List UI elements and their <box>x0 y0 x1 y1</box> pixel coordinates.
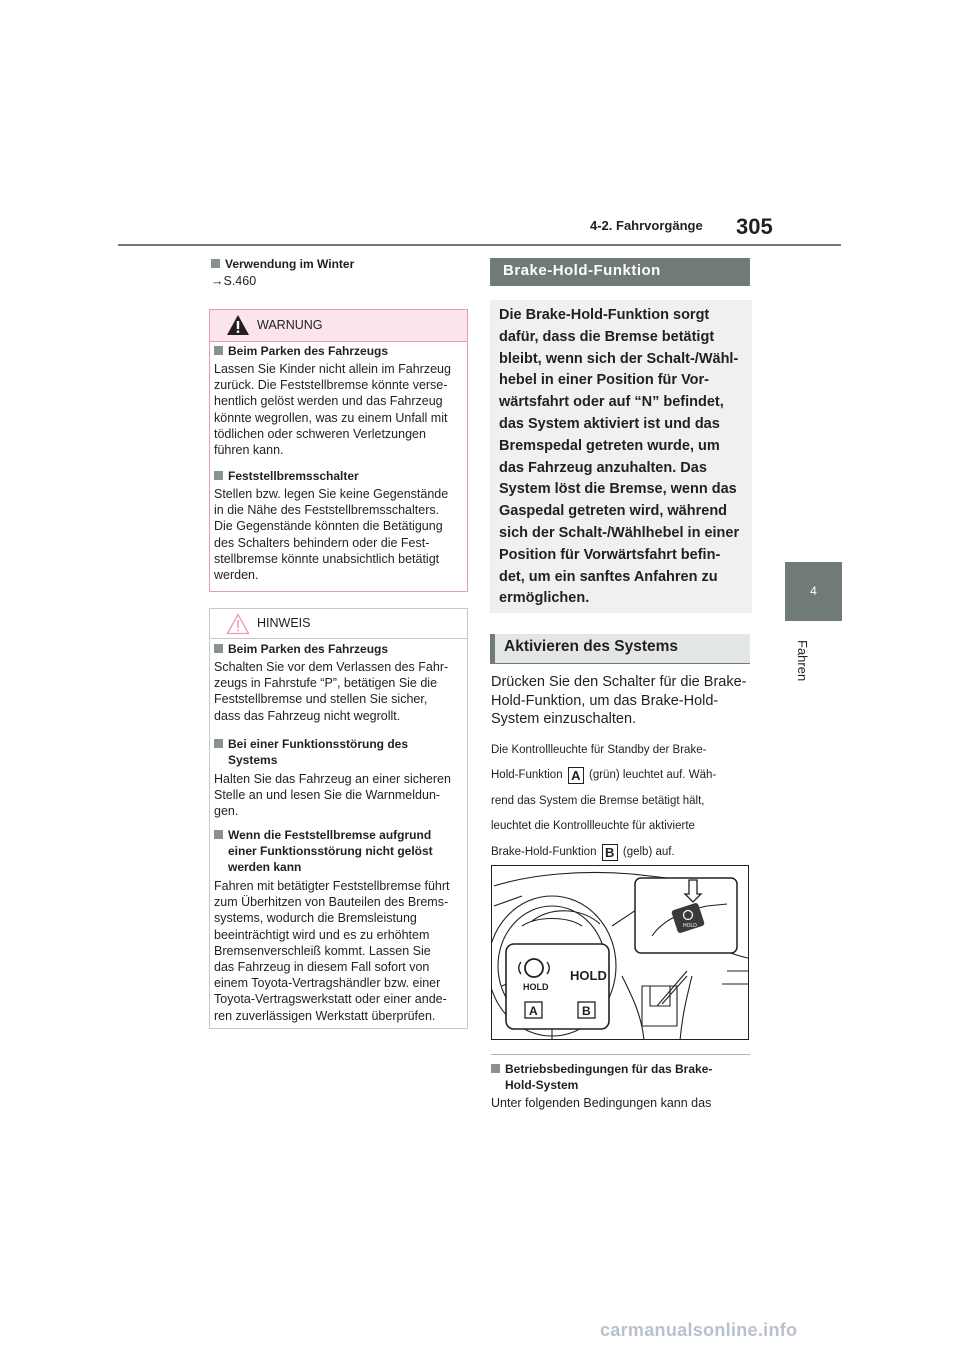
dashboard-drawing <box>492 866 749 1040</box>
chapter-tab: 4 <box>785 562 842 621</box>
brake-hold-description: Die Brake-Hold-Funktion sorgt dafür, dass die Bremse betätigt bleibt, wenn sich der Schalt-/Wähl- hebel in einer Position für Vor- wärtsfahrt oder auf “N” befindet, das System aktiviert ist und das Bremspedal getreten wurde, um das Fahrzeug anzuhalten. Das System löst die Bremse, wenn das Gaspedal getreten wird, während sich der Schalt-/Wählhebel in einer Position für Vorwärtsfahrt befin- det, um ein sanftes Anfahren zu ermöglichen. <box>490 300 752 613</box>
hint-item <box>214 642 462 724</box>
winter-page-ref[interactable]: →S.460 <box>211 274 257 288</box>
bullet-square-icon <box>214 644 223 653</box>
header-rule <box>118 244 841 246</box>
hint-item-text: Fahren mit betätigter Feststellbremse führt zum Überhitzen von Bauteilen des Brems- systems, wodurch die Bremsleistung beeinträchtigt wird und es zu erhöhtem Bremsenverschleiß kommt. Lassen Sie das Fahrzeug in diesem Fall sofort von einem Toyota-Vertragshändler bzw. einer Toyota-Vertragswerkstatt oder einer ande- ren zuverlässigen Werkstatt überprüfen. <box>214 879 450 1023</box>
hint-header <box>210 609 467 639</box>
label-a-box: A <box>568 767 584 784</box>
conditions-text: Unter folgenden Bedingungen kann das <box>491 1096 712 1110</box>
bullet-square-icon <box>214 830 223 839</box>
warning-item-text: Stellen bzw. legen Sie keine Gegenstände in die Nähe des Feststellbremsschalters. Die Gegenstände könnten die Betätigung des Schalters behindern oder die Fest- stellbremse könnte unabsichtlich betätigt werden. <box>214 487 449 583</box>
hold-icon-text: HOLD <box>523 982 549 992</box>
bullet-square-icon <box>491 1064 500 1073</box>
label-b: B <box>582 1004 591 1018</box>
warning-box <box>209 309 468 592</box>
warning-item-title: Feststellbremsschalter <box>214 469 462 483</box>
brake-hold-illustration <box>491 865 749 1040</box>
brake-hold-heading: Brake-Hold-Funktion <box>490 258 750 286</box>
warning-title: WARNUNG <box>257 318 323 332</box>
warning-item <box>214 344 462 458</box>
label-a: A <box>529 1004 538 1018</box>
hint-item-text: Halten Sie das Fahrzeug an einer sicheren Stelle an und lesen Sie die Warnmeldun- gen. <box>214 772 451 819</box>
bullet-square-icon <box>211 259 220 268</box>
winter-title: Verwendung im Winter <box>225 257 355 271</box>
hint-item-title: Wenn die Feststellbremse aufgrund einer Funktionsstörung nicht gelöst werden kann <box>214 827 462 875</box>
activate-note: Die Kontrollleuchte für Standby der Brake- Hold-Funktion A (grün) leuchtet auf. Wäh- rend das System die Bremse betätigt hält, leuchtet die Kontrollleuchte für aktivierte Brake-Hold-Funktion B (gelb) auf. <box>491 743 717 860</box>
hint-box <box>209 608 468 1029</box>
winter-heading <box>211 257 354 271</box>
hint-item-title: Beim Parken des Fahrzeugs <box>214 642 462 656</box>
watermark: carmanualsonline.info <box>600 1320 798 1340</box>
warning-item-title: Beim Parken des Fahrzeugs <box>214 344 462 358</box>
caution-triangle-icon <box>226 613 250 635</box>
warning-triangle-icon <box>226 314 250 336</box>
bullet-square-icon <box>214 739 223 748</box>
page-number: 305 <box>736 214 773 239</box>
conditions-heading: Betriebsbedingungen für das Brake- Hold-System <box>491 1061 750 1093</box>
label-b-box: B <box>602 844 618 861</box>
hint-item <box>214 736 462 820</box>
warning-header <box>210 310 467 342</box>
hint-item-title: Bei einer Funktionsstörung des Systems <box>214 736 462 768</box>
bullet-square-icon <box>214 346 223 355</box>
warning-item <box>214 469 462 583</box>
conditions-rule <box>491 1054 750 1055</box>
section-title: 4-2. Fahrvorgänge <box>590 218 703 233</box>
switch-hold-label: HOLD <box>683 923 697 929</box>
hold-text: HOLD <box>570 968 607 983</box>
hint-item <box>214 827 462 1024</box>
bullet-square-icon <box>214 471 223 480</box>
warning-item-text: Lassen Sie Kinder nicht allein im Fahrzeug zurück. Die Feststellbremse könnte verse- hentlich gelöst werden und das Fahrzeug könnte wegrollen, was zu einem Unfall mit tödlichen oder schweren Verletzungen führen kann. <box>214 362 451 458</box>
chapter-label: Fahren <box>795 640 810 682</box>
hint-item-text: Schalten Sie vor dem Verlassen des Fahr- zeugs in Fahrstufe “P”, betätigen Sie die Feststellbremse und stellen Sie sicher, dass das Fahrzeug nicht wegrollt. <box>214 660 449 723</box>
activate-intro: Drücken Sie den Schalter für die Brake- Hold-Funktion, um das Brake-Hold- System einzuschalten. Die Kontrollleuchte für Standby der Brake- Hold-Funktion A (grün) leuchtet auf. Wäh- rend das System die Bremse betätigt hält, leuchtet die Kontrollleuchte für aktivierte Brake-Hold-Funktion B (gelb) auf. <box>491 673 753 865</box>
hint-title: HINWEIS <box>257 616 311 630</box>
activate-heading: Aktivieren des Systems <box>490 634 750 664</box>
